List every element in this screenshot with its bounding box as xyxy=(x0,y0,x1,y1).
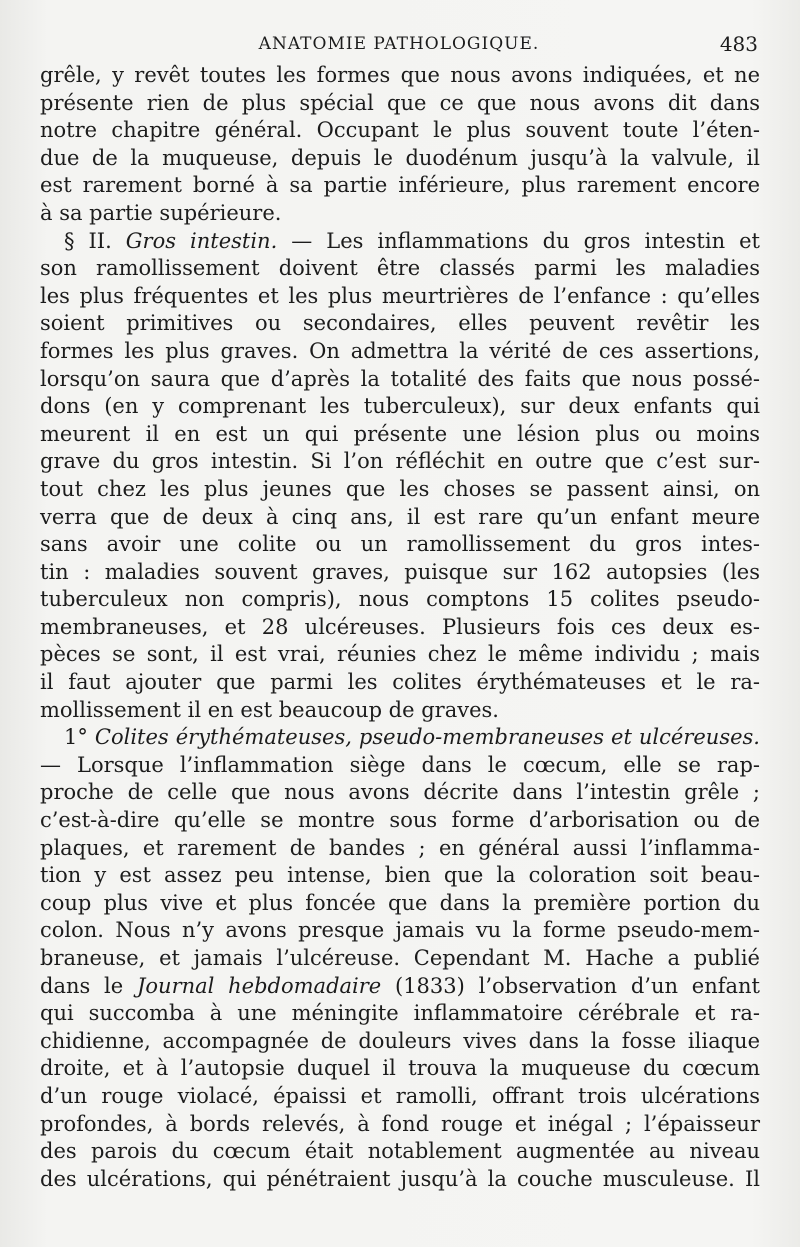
text-line: les plus fréquentes et les plus meurtrières de l’enfance : qu’elles xyxy=(40,283,760,308)
text-line: verra que de deux à cinq ans, il est rare qu’un enfant meure xyxy=(40,504,760,529)
text-line: c’est-à-dire qu’elle se montre sous forme d’arborisation ou de xyxy=(40,808,760,833)
text-line: grave du gros intestin. Si l’on réfléchit en outre que c’est sur- xyxy=(40,449,760,474)
text-line: il faut ajouter que parmi les colites érythémateuses et le ra- xyxy=(40,670,760,695)
text-line: formes les plus graves. On admettra la vérité de ces assertions, xyxy=(40,338,760,363)
text-line: d’un rouge violacé, épaissi et ramolli, offrant trois ulcérations xyxy=(40,1083,760,1108)
text-line: — Lorsque l’inflammation siège dans le cœcum, elle se rap- xyxy=(40,752,760,777)
text-line: soient primitives ou secondaires, elles peuvent revêtir les xyxy=(40,311,760,336)
text-line: profondes, à bords relevés, à fond rouge et inégal ; l’épaisseur xyxy=(40,1111,760,1136)
text-line: membraneuses, et 28 ulcéreuses. Plusieurs fois ces deux es- xyxy=(40,614,760,639)
text-line: des ulcérations, qui pénétraient jusqu’à la couche musculeuse. Il xyxy=(40,1166,760,1191)
text-line: est rarement borné à sa partie inférieure, plus rarement encore xyxy=(40,173,760,198)
page-number: 483 xyxy=(719,32,758,56)
running-title: ANATOMIE PATHOLOGIQUE. xyxy=(258,34,540,54)
text-line: meurent il en est un qui présente une lésion plus ou moins xyxy=(40,421,760,446)
body-text xyxy=(40,62,760,1193)
text-line: tion y est assez peu intense, bien que la coloration soit beau- xyxy=(40,863,760,888)
text-line: tuberculeux non compris), nous comptons 15 colites pseudo- xyxy=(40,587,760,612)
text-line: mollissement il en est beaucoup de graves. xyxy=(40,697,499,722)
text-line-journal: dans le Journal hebdomadaire (1833) l’observation d’un enfant xyxy=(40,973,760,998)
text-line: chidienne, accompagnée de douleurs vives dans la fosse iliaque xyxy=(40,1028,760,1053)
text-line: dons (en y comprenant les tuberculeux), sur deux enfants qui xyxy=(40,394,760,419)
section-heading-line: § II. Gros intestin. — Les inflammations du gros intestin et xyxy=(64,228,760,253)
text-line: plaques, et rarement de bandes ; en général aussi l’inflamma- xyxy=(40,835,760,860)
text-line: son ramollissement doivent être classés parmi les maladies xyxy=(40,256,760,281)
text-line: grêle, y revêt toutes les formes que nous avons indiquées, et ne xyxy=(40,63,760,87)
text-line: présente rien de plus spécial que ce que nous avons dit dans xyxy=(40,90,760,115)
subsection-title-colites: Colites érythémateuses, pseudo-membraneuses et ulcéreuses. xyxy=(94,725,760,750)
text-line: lorsqu’on saura que d’après la totalité des faits que nous possé- xyxy=(40,366,760,391)
journal-title: Journal hebdomadaire xyxy=(136,973,382,998)
text-line: qui succomba à une méningite inflammatoire cérébrale et ra- xyxy=(40,1001,760,1026)
text-line: à sa partie supérieure. xyxy=(40,200,282,225)
text-line: coup plus vive et plus foncée que dans la première portion du xyxy=(40,890,760,915)
text-line: colon. Nous n’y avons presque jamais vu la forme pseudo-mem- xyxy=(40,918,760,943)
text-line: proche de celle que nous avons décrite dans l’intestin grêle ; xyxy=(40,780,760,805)
text-line: notre chapitre général. Occupant le plus souvent toute l’éten- xyxy=(40,118,760,143)
text-line: pèces se sont, il est vrai, réunies chez le même individu ; mais xyxy=(40,642,760,667)
subsection-heading-line: 1° Colites érythémateuses, pseudo-membraneuses et ulcéreuses. xyxy=(64,725,760,750)
text-line: droite, et à l’autopsie duquel il trouva la muqueuse du cœcum xyxy=(40,1056,760,1081)
text-line: braneuse, et jamais l’ulcéreuse. Cependant M. Hache a publié xyxy=(40,946,760,970)
text-line: tin : maladies souvent graves, puisque sur 162 autopsies (les xyxy=(40,559,760,584)
section-title-gros-intestin: Gros intestin. xyxy=(125,228,278,253)
text-line: due de la muqueuse, depuis le duodénum jusqu’à la valvule, il xyxy=(40,145,760,170)
text-line: tout chez les plus jeunes que les choses se passent ainsi, on xyxy=(40,476,760,501)
page-header xyxy=(40,34,758,60)
text-line: sans avoir une colite ou un ramollissement du gros intes- xyxy=(40,532,760,557)
text-line: des parois du cœcum était notablement augmentée au niveau xyxy=(40,1139,760,1164)
